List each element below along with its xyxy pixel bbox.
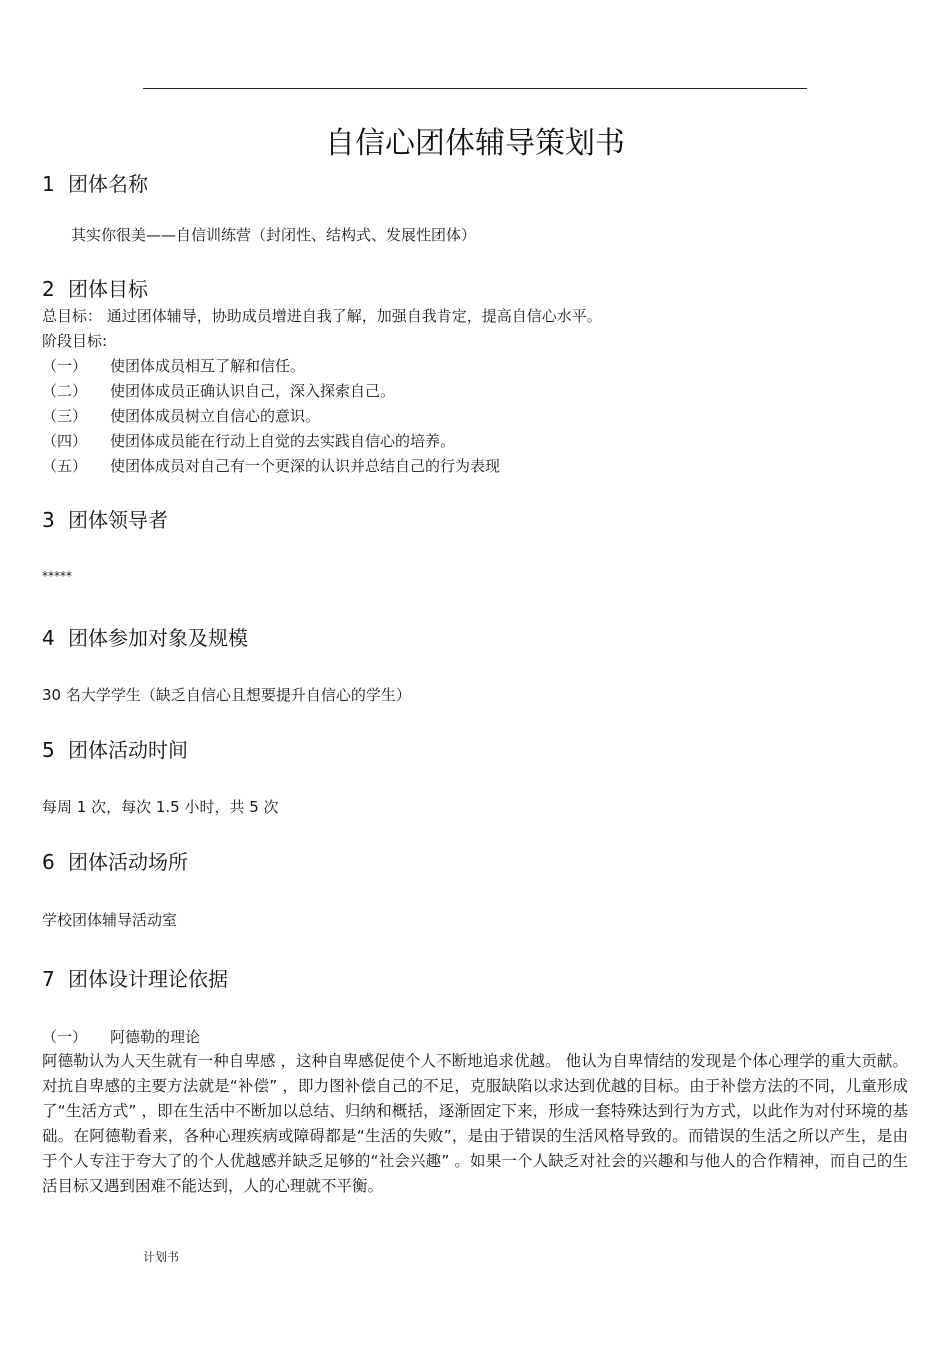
section-heading-text: 团体活动场所	[68, 850, 188, 874]
item-marker: （三）	[42, 407, 88, 425]
stage-goals-label: 阶段目标:	[42, 332, 108, 350]
section-number: 3	[42, 508, 55, 532]
theory-subheading	[42, 1026, 200, 1048]
section-number: 1	[42, 172, 55, 196]
section-heading-text: 团体名称	[68, 172, 148, 196]
item-text: 使团体成员正确认识自己，深入探索自己。	[110, 382, 396, 400]
item-text: 使团体成员对自己有一个更深的认识并总结自己的行为表现	[110, 457, 501, 475]
section-5-heading	[42, 736, 188, 764]
stage-goal-item	[42, 380, 395, 402]
header-rule	[143, 88, 807, 89]
section-number: 7	[42, 967, 55, 991]
stage-goal-item	[42, 355, 305, 377]
section-3-heading	[42, 506, 168, 534]
leader-name: *****	[42, 569, 72, 583]
section-7-heading	[42, 965, 228, 993]
page-footer: 计划书	[143, 1250, 180, 1264]
theory-paragraph: 阿德勒认为人天生就有一种自卑感 ，这种自卑感促使个人不断地追求优越。 他认为自卑情结的发现是个体心理学的重大贡献。对抗自卑感的主要方法就是“补偿” ，即力图补偿自己的不足，克服缺陷以求达到优越的目标。由于补偿方法的不同，儿童形成了“生活方式” ，即在生活中不断加以总结、归纳和概括，逐渐固定下来，形成一套特殊达到行为方式，以此作为对付环境的基础。在阿德勒看来，各种心理疾病或障碍都是“生活的失败”，是由于错误的生活风格导致的。而错误的生活之所以产生，是由于个人专注于夸大了的个人优越感并缺乏足够的“社会兴趣” 。如果一个人缺乏对社会的兴趣和与他人的合作精神，而自己的生活目标又遇到困难不能达到，人的心理就不平衡。	[42, 1052, 908, 1195]
section-number: 4	[42, 626, 55, 650]
section-heading-text: 团体参加对象及规模	[68, 626, 248, 650]
stage-goal-item	[42, 455, 500, 477]
section-2-heading	[42, 275, 148, 303]
item-text: 阿德勒的理论	[110, 1028, 201, 1046]
stage-goal-item	[42, 430, 455, 452]
activity-venue: 学校团体辅导活动室	[42, 911, 178, 929]
section-1-body: 其实你很美——自信训练营（封闭性、结构式、发展性团体）	[71, 226, 477, 244]
section-number: 6	[42, 850, 55, 874]
section-6-heading	[42, 848, 188, 876]
item-marker: （一）	[42, 357, 88, 375]
item-marker: （一）	[42, 1028, 88, 1046]
section-number: 5	[42, 738, 55, 762]
overall-goal: 总目标： 通过团体辅导，协助成员增进自我了解，加强自我肯定，提高自信心水平。	[42, 307, 602, 325]
activity-schedule: 每周 1 次，每次 1.5 小时，共 5 次	[42, 798, 279, 816]
section-heading-text: 团体设计理论依据	[68, 967, 228, 991]
section-1-heading	[42, 170, 148, 198]
section-heading-text: 团体活动时间	[68, 738, 188, 762]
stage-goal-item	[42, 405, 320, 427]
section-4-heading	[42, 624, 248, 652]
item-text: 使团体成员相互了解和信任。	[110, 357, 306, 375]
participants: 30 名大学学生（缺乏自信心且想要提升自信心的学生）	[42, 686, 411, 704]
document-title: 自信心团体辅导策划书	[325, 126, 625, 161]
item-marker: （四）	[42, 432, 88, 450]
item-text: 使团体成员能在行动上自觉的去实践自信心的培养。	[110, 432, 456, 450]
item-text: 使团体成员树立自信心的意识。	[110, 407, 321, 425]
section-number: 2	[42, 277, 55, 301]
item-marker: （二）	[42, 382, 88, 400]
item-marker: （五）	[42, 457, 88, 475]
section-heading-text: 团体领导者	[68, 508, 168, 532]
section-heading-text: 团体目标	[68, 277, 148, 301]
